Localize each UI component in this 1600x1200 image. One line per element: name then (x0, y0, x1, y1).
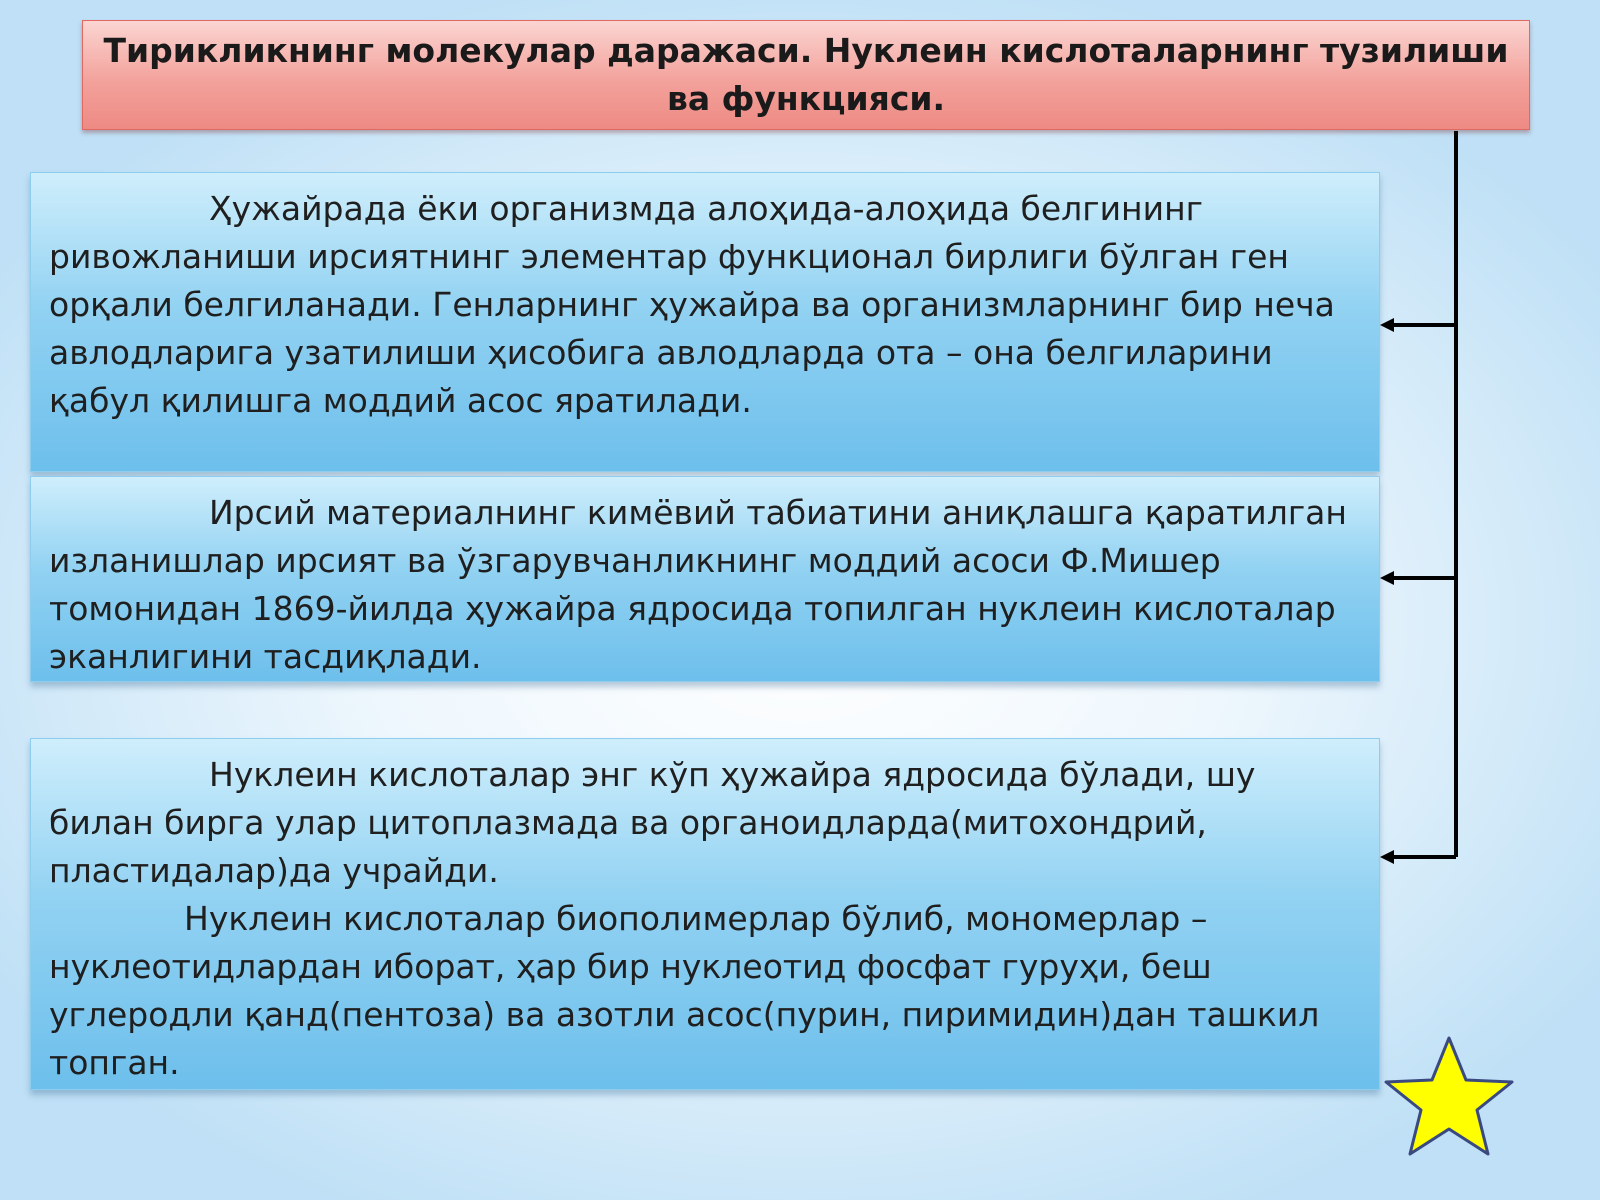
info-paragraph: Нуклеин кислоталар энг кўп ҳужайра ядросида бўлади, шу билан бирга улар цитоплазмада ва органоидларда(митохондрий, пластидалар)да учрайди. (49, 755, 1256, 890)
arrow-left-icon (1380, 318, 1394, 332)
info-paragraph: Нуклеин кислоталар биополимерлар бўлиб, мономерлар – нуклеотидлардан иборат, ҳар бир нуклеотид фосфат гуруҳи, беш углеродли қанд(пентоза) ва азотли асос(пурин, пиримидин)дан ташкил топган. (49, 899, 1320, 1082)
arrow-left-icon (1380, 850, 1394, 864)
star-icon[interactable] (1386, 1038, 1512, 1154)
info-paragraph: Ирсий материалнинг кимёвий табиатини аниқлашга қаратилган изланишлар ирсият ва ўзгарувчанликнинг моддий асоси Ф.Мишер томонидан 1869-йилда ҳужайра ядросида топилган нуклеин кислоталар эканлигини тасдиқлади. (49, 493, 1347, 676)
slide-title: Тирикликнинг молекулар даражаси. Нуклеин кислоталарнинг тузилиши ва функцияси. (103, 31, 1509, 118)
info-paragraph: Ҳужайрада ёки организмда алоҳида-алоҳида белгининг ривожланиши ирсиятнинг элементар функционал бирлиги бўлган ген орқали белгиланади. Генларнинг ҳужайра ва организмларнинг бир неча авлодларига узатилиши ҳисобига авлодларда ота – она белгиларини қабул қилишга моддий асос яратилади. (49, 189, 1335, 420)
arrow-left-icon (1380, 571, 1394, 585)
